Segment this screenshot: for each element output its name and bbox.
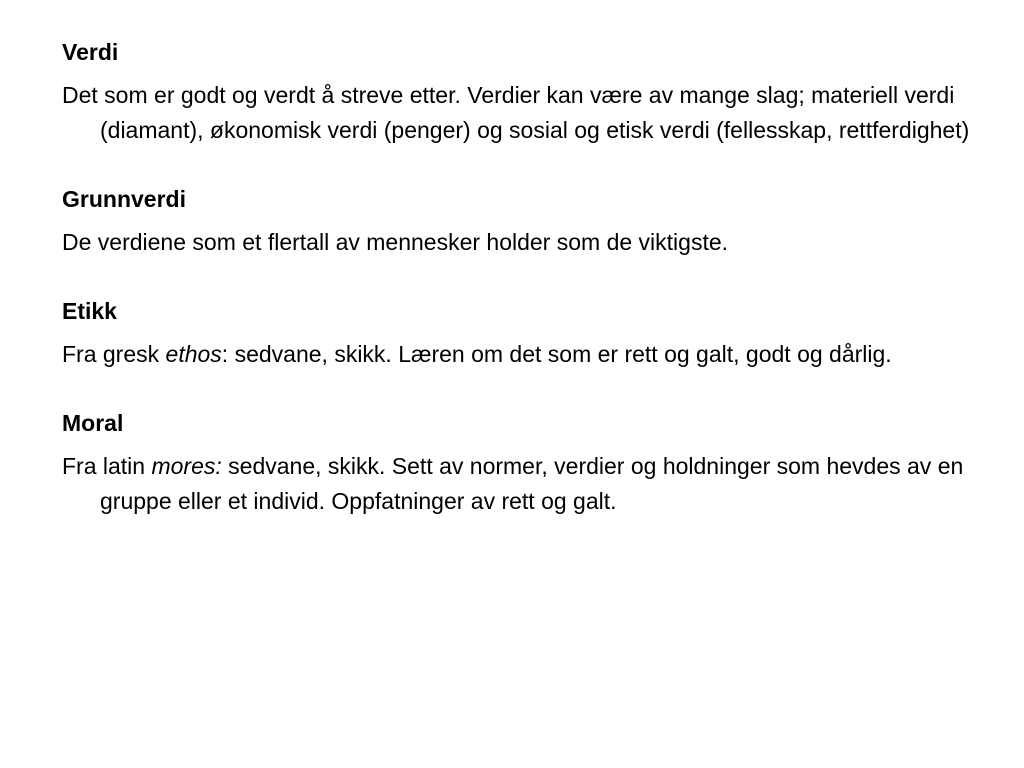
definition-text-end: sedvane, skikk. Sett av normer, verdier og holdninger som hevdes av en gruppe eller et individ. Oppfatninger av rett og galt. <box>100 453 964 514</box>
term-heading: Grunnverdi <box>62 186 186 212</box>
term-definition <box>62 337 984 372</box>
term-heading: Verdi <box>62 39 119 65</box>
definition-text: De verdiene som et flertall av mennesker holder som de viktigste. <box>62 229 729 255</box>
term-heading: Moral <box>62 410 124 436</box>
definition-text-start: Fra latin <box>62 453 152 479</box>
entry-grunnverdi <box>62 185 984 260</box>
definition-text-start: Fra gresk <box>62 341 166 367</box>
term-definition <box>62 449 984 519</box>
definition-italic-word: mores: <box>151 453 222 479</box>
entry-moral <box>62 409 984 519</box>
entry-etikk <box>62 297 984 372</box>
definition-italic-word: ethos <box>165 341 222 367</box>
term-definition <box>62 78 984 148</box>
term-heading: Etikk <box>62 298 117 324</box>
definition-text: Det som er godt og verdt å streve etter. Verdier kan være av mange slag; materiell verdi (diamant), økonomisk verdi (penger) og sosial og etisk verdi (fellesskap, rettferdighet) <box>62 82 970 143</box>
term-definition <box>62 225 984 260</box>
entry-verdi <box>62 38 984 148</box>
definition-text-end: : sedvane, skikk. Læren om det som er rett og galt, godt og dårlig. <box>221 341 892 367</box>
